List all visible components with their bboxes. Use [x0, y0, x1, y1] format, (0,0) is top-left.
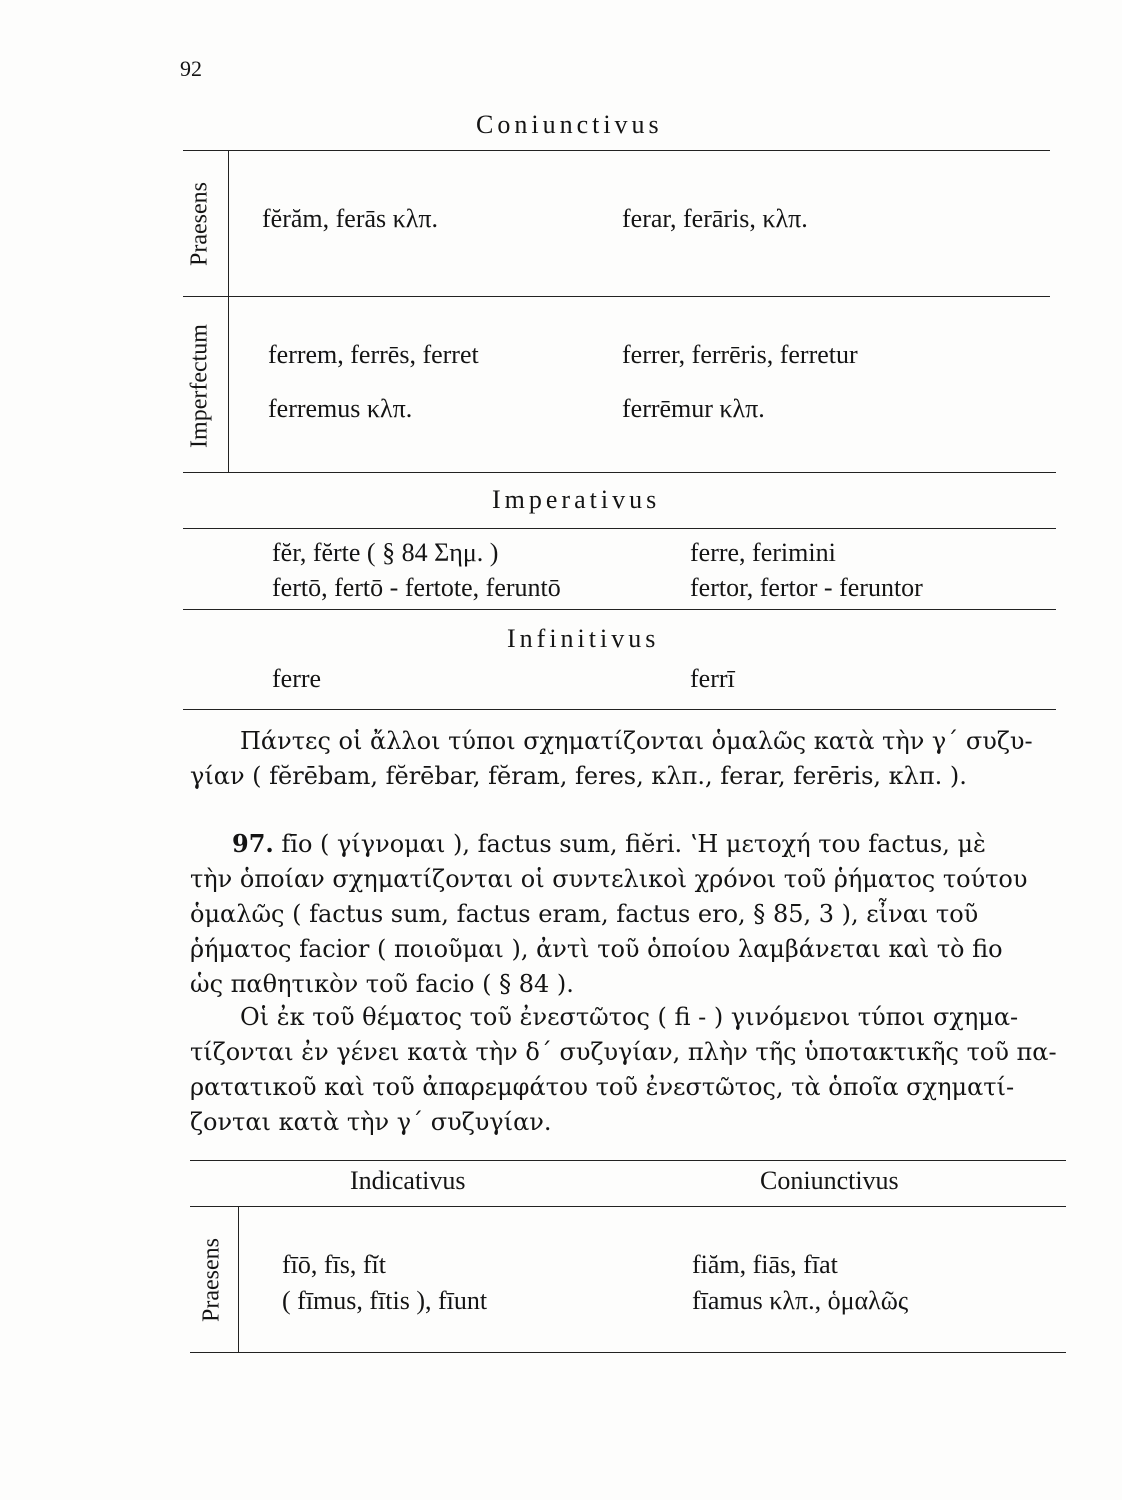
- note-paragraph: [190, 724, 1065, 794]
- section-97-line-5: ὡς παθητικὸν τοῦ facio ( § 84 ).: [190, 970, 574, 998]
- coniunctivus-praesens-passive: ferar, ferāris, κλπ.: [622, 204, 808, 233]
- table-left-rule: [228, 150, 229, 472]
- page-number: 92: [180, 56, 202, 81]
- section-number: 97.: [232, 829, 274, 858]
- fio-praesens-label: Praesens: [198, 1238, 225, 1322]
- fio-header-coniunctivus: Coniunctivus: [760, 1166, 899, 1195]
- fio-table-bottom-rule: [190, 1352, 1066, 1353]
- paragraph-2-line-1: Οἱ ἐκ τοῦ θέματος τοῦ ἐνεστῶτος ( fi - ) γινόμενοι τύποι σχημα-: [240, 1003, 1019, 1031]
- fio-table-top-rule: [190, 1160, 1066, 1161]
- paragraph-2-line-3: ρατατικοῦ καὶ τοῦ ἀπαρεμφάτου τοῦ ἐνεστῶτος, τὰ ὁποῖα σχηματί-: [190, 1073, 1015, 1101]
- table-top-rule: [183, 150, 1050, 151]
- infinitivus-passive: ferrī: [690, 664, 735, 693]
- imperfectum-row-label: Imperfectum: [186, 324, 213, 448]
- fio-coniunctivus-1: fiăm, fiās, fīat: [692, 1250, 838, 1279]
- section-97-paragraph-2: [190, 1000, 1065, 1140]
- coniunctivus-praesens-active: fĕrăm, ferās κλπ.: [262, 204, 438, 233]
- section-97-line-1-text: fīo ( γίγνομαι ), factus sum, fiĕri. ʽΗ μετοχή του factus, μὲ: [273, 830, 986, 858]
- fio-indicativus-2: ( fīmus, fītis ), fīunt: [282, 1286, 488, 1315]
- fio-left-rule: [238, 1206, 239, 1352]
- coniunctivus-imperfectum-active-1: ferrem, ferrēs, ferret: [268, 340, 479, 369]
- fio-indicativus-1: fīō, fīs, fĭt: [282, 1250, 386, 1279]
- section-97-line-3: ὁμαλῶς ( factus sum, factus eram, factus ero, § 85, 3 ), εἶναι τοῦ: [190, 900, 979, 928]
- imperativus-title: Imperativus: [492, 485, 661, 514]
- note-line-2: γίαν ( fĕrēbam, fĕrēbar, fĕram, feres, κλπ., ferar, ferēris, κλπ. ).: [190, 762, 967, 790]
- imperativus-passive-1: ferre, ferimini: [690, 538, 836, 567]
- infinitivus-active: ferre: [272, 664, 322, 693]
- coniunctivus-imperfectum-active-2: ferremus κλπ.: [268, 394, 413, 423]
- fio-header-rule: [190, 1206, 1066, 1207]
- note-line-1: Πάντες οἱ ἄλλοι τύποι σχηματίζονται ὁμαλῶς κατὰ τὴν γ΄ συζυ-: [240, 727, 1033, 755]
- imperativus-bottom-rule: [183, 609, 1056, 610]
- praesens-row-label: Praesens: [186, 182, 213, 266]
- fio-coniunctivus-2: fīamus κλπ., ὁμαλῶς: [692, 1286, 909, 1315]
- section-97-line-4: ῥήματος facior ( ποιοῦμαι ), ἀντὶ τοῦ ὁποίου λαμβάνεται καὶ τὸ fio: [190, 935, 1003, 963]
- praesens-bottom-rule: [183, 296, 1050, 297]
- imperativus-active-1: fĕr, fĕrte ( § 84 Σημ. ): [272, 538, 499, 567]
- coniunctivus-title: Coniunctivus: [476, 110, 663, 139]
- fio-header-indicativus: Indicativus: [350, 1166, 466, 1195]
- imperfectum-bottom-rule: [183, 472, 1056, 473]
- paragraph-2-line-4: ζονται κατὰ τὴν γ΄ συζυγίαν.: [190, 1108, 552, 1136]
- coniunctivus-imperfectum-passive-2: ferrēmur κλπ.: [622, 394, 765, 423]
- section-97-line-2: τὴν ὁποίαν σχηματίζονται οἱ συντελικοὶ χρόνοι τοῦ ῥήματος τούτου: [190, 865, 1028, 893]
- imperativus-passive-2: fertor, fertor - feruntor: [690, 573, 923, 602]
- paragraph-2-line-2: τίζονται ἐν γένει κατὰ τὴν δ΄ συζυγίαν, πλὴν τῆς ὑποτακτικῆς τοῦ πα-: [190, 1038, 1057, 1066]
- infinitivus-bottom-rule: [183, 709, 1056, 710]
- section-97-line-1: [190, 826, 1065, 862]
- section-97-paragraph: [190, 826, 1065, 1002]
- coniunctivus-imperfectum-passive-1: ferrer, ferrēris, ferretur: [622, 340, 858, 369]
- infinitivus-title: Infinitivus: [507, 624, 660, 653]
- imperativus-active-2: fertō, fertō - fertote, feruntō: [272, 573, 561, 602]
- imperativus-top-rule: [183, 528, 1056, 529]
